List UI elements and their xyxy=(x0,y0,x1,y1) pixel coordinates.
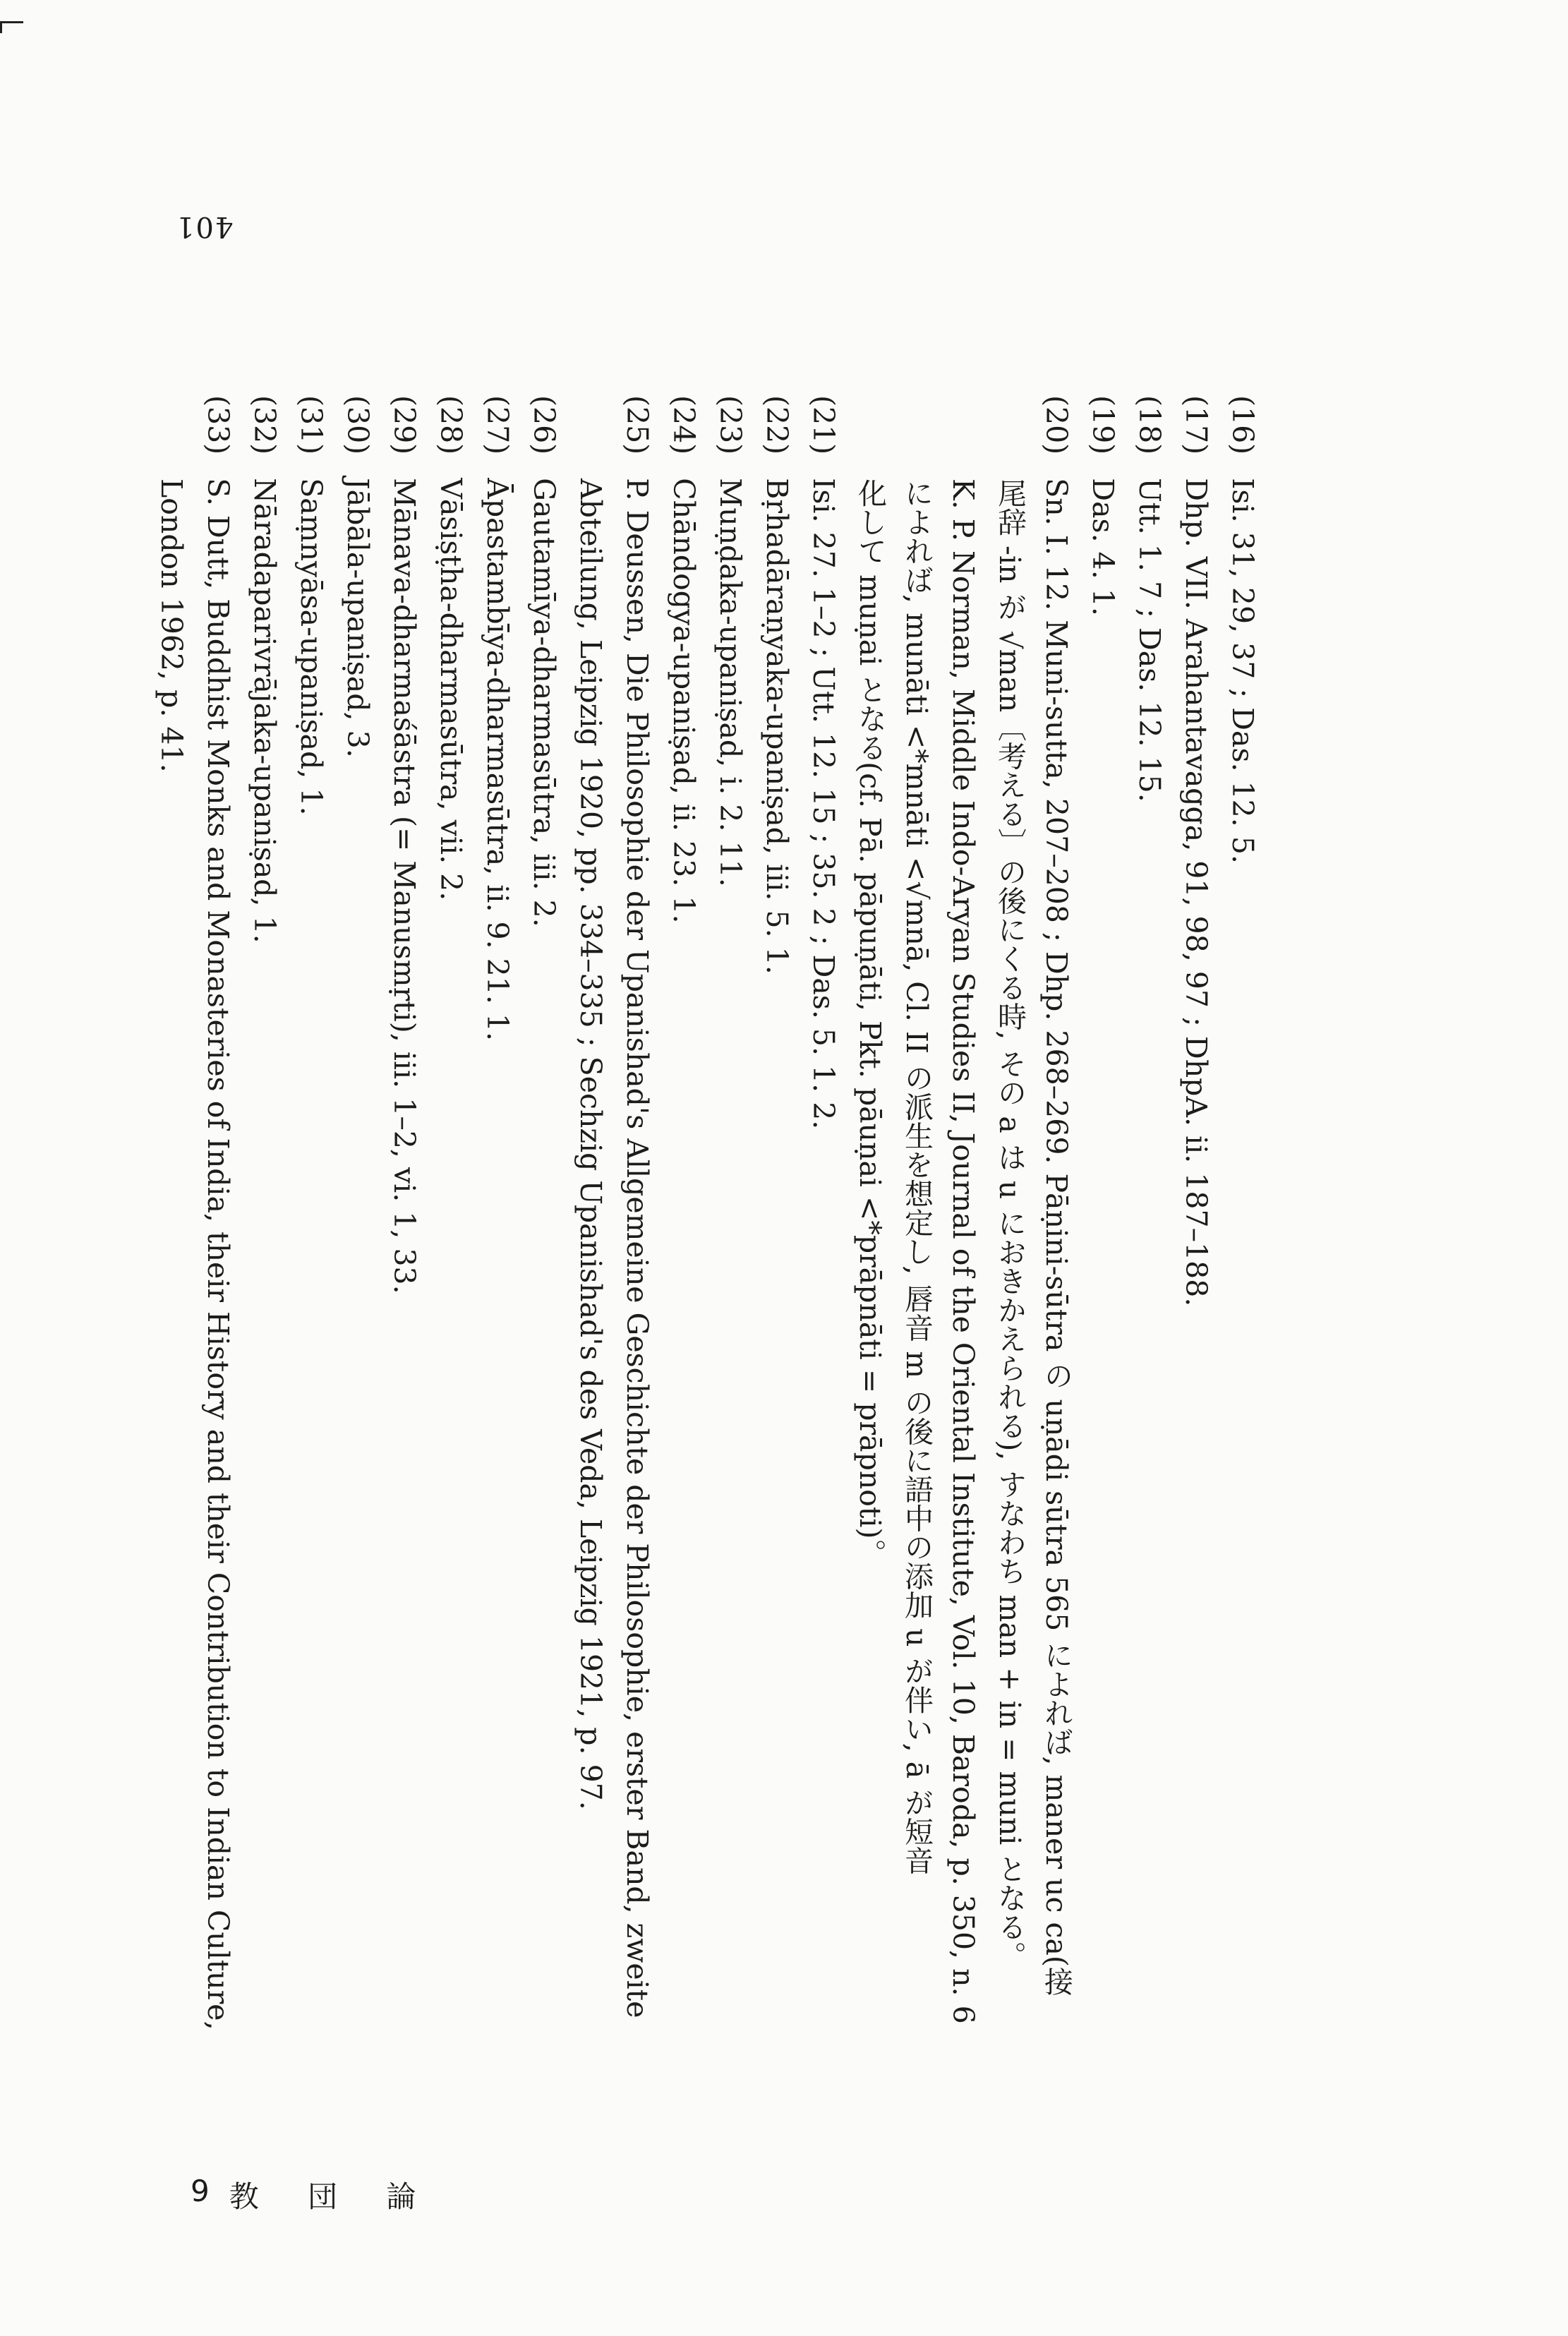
footnote-number: (19) xyxy=(1086,395,1120,455)
footnote-number: (28) xyxy=(434,395,468,455)
footnote-text: Muṇḍaka-upaniṣad, i. 2. 11. xyxy=(713,478,747,887)
footnote-text: Saṃnyāsa-upaniṣad, 1. xyxy=(294,478,328,816)
chapter-title: 教 団 論 xyxy=(229,2179,436,2214)
footnote-line xyxy=(195,395,241,2124)
chapter-number: 9 xyxy=(191,2174,229,2208)
footnote-continuation-line xyxy=(940,395,987,2124)
footnote-line xyxy=(1219,395,1266,2124)
footnote-text: Āpastambīya-dharmasūtra, ii. 9. 21. 1. xyxy=(481,478,514,1042)
footnote-line xyxy=(288,395,334,2124)
footnote-continuation-line xyxy=(987,395,1033,2124)
footnote-text: Abteilung, Leipzig 1920, pp. 334–335 ; Sechzig Upanishad's des Veda, Leipzig 1921, p. 97. xyxy=(574,478,608,1810)
footnote-continuation-line xyxy=(567,395,614,2124)
footnote-continuation-line xyxy=(148,395,195,2124)
footnote-line xyxy=(381,395,428,2124)
footnote-text: London 1962, p. 41. xyxy=(155,478,188,773)
footnote-text: S. Dutt, Buddhist Monks and Monasteries of India, their History and their Contribution to Indian Culture, xyxy=(201,478,235,2030)
footnote-text: 尾辞 -in が √man〔考える〕の後にくる時, その a は u におきかえられる), すなわち man + in = muni となる。 xyxy=(993,478,1027,1970)
footnote-text: Gautamīya-dharmasūtra, iii. 2. xyxy=(527,478,561,927)
footnote-text: Vāsiṣṭha-dharmasūtra, vii. 2. xyxy=(434,478,468,901)
footnote-text: Das. 4. 1. xyxy=(1086,478,1120,616)
footnote-number: (31) xyxy=(294,395,328,455)
footnotes-list xyxy=(148,395,1266,2124)
footnote-number: (20) xyxy=(1039,395,1073,455)
footnote-number: (27) xyxy=(481,395,514,455)
footnote-number: (17) xyxy=(1179,395,1213,455)
footnote-text: Mānava-dharmaśāstra (= Manusmṛti), iii. 1–2, vi. 1, 33. xyxy=(387,478,421,1294)
footnote-number: (16) xyxy=(1226,395,1260,455)
footnote-line xyxy=(1080,395,1126,2124)
corner-crop-mark xyxy=(0,21,23,33)
footnote-text: K. P. Norman, Middle Indo-Aryan Studies II, Journal of the Oriental Institute, Vol. 10, Baroda, p. 350, n. 6 xyxy=(946,478,980,2024)
footnote-number: (33) xyxy=(201,395,235,455)
footnote-line xyxy=(1173,395,1219,2124)
footnote-text: 化して muṇai となる(cf. Pā. pāpuṇāti, Pkt. pāuṇai <*prāpnāti = prāpnoti)。 xyxy=(853,478,887,1568)
footnote-number: (21) xyxy=(807,395,840,455)
footnote-text: Utt. 1. 7 ; Das. 12. 15. xyxy=(1133,478,1166,802)
footnote-continuation-line xyxy=(893,395,940,2124)
footnote-number: (32) xyxy=(248,395,282,455)
footnote-number: (23) xyxy=(713,395,747,455)
footnote-line xyxy=(800,395,847,2124)
footnote-line xyxy=(614,395,661,2124)
footnote-line xyxy=(1033,395,1080,2124)
footnote-line xyxy=(661,395,707,2124)
chapter-footer xyxy=(191,2174,435,2216)
footnote-text: Bṛhadāraṇyaka-upaniṣad, iii. 5. 1. xyxy=(760,478,794,975)
footnote-line xyxy=(428,395,474,2124)
footnote-line xyxy=(707,395,754,2124)
footnote-text: Jābāla-upaniṣad, 3. xyxy=(341,478,375,758)
footnote-text: P. Deussen, Die Philosophie der Upanishad's Allgemeine Geschichte der Philosophie, erster Band, zweite xyxy=(620,478,654,2018)
footnote-continuation-line xyxy=(847,395,893,2124)
footnote-text: Dhp. VII. Arahantavagga, 91, 98, 97 ; DhpA. ii. 187–188. xyxy=(1179,478,1213,1307)
footnote-line xyxy=(334,395,381,2124)
footnote-number: (25) xyxy=(620,395,654,455)
footnote-text: Isi. 31, 29, 37 ; Das. 12. 5. xyxy=(1226,478,1260,864)
footnote-text: Sn. I. 12. Muni-sutta, 207–208 ; Dhp. 268–269. Pāṇini-sūtra の uṇādi sūtra 565 によれば, maner uc ca(接 xyxy=(1039,478,1073,1996)
footnote-line xyxy=(1126,395,1173,2124)
footnote-line xyxy=(754,395,800,2124)
footnote-number: (18) xyxy=(1133,395,1166,455)
footnote-text: Chāndogya-upaniṣad, ii. 23. 1. xyxy=(667,478,701,924)
footnote-number: (30) xyxy=(341,395,375,455)
footnote-number: (29) xyxy=(387,395,421,455)
footnote-number: (26) xyxy=(527,395,561,455)
footnote-number: (24) xyxy=(667,395,701,455)
footnote-line xyxy=(521,395,567,2124)
footnote-line xyxy=(474,395,521,2124)
footnote-line xyxy=(241,395,288,2124)
footnote-number: (22) xyxy=(760,395,794,455)
page-number: 401 xyxy=(175,210,234,243)
footnote-text: によれば, munāti <*mnāti <√mnā, Cl. II の派生を想定し, 唇音 m の後に語中の添加 u が伴い, ā が短音 xyxy=(900,478,934,1875)
footnote-text: Nāradaparivrājaka-upaniṣad, 1. xyxy=(248,478,282,944)
footnote-text: Isi. 27. 1–2 ; Utt. 12. 15 ; 35. 2 ; Das. 5. 1. 2. xyxy=(807,478,840,1130)
